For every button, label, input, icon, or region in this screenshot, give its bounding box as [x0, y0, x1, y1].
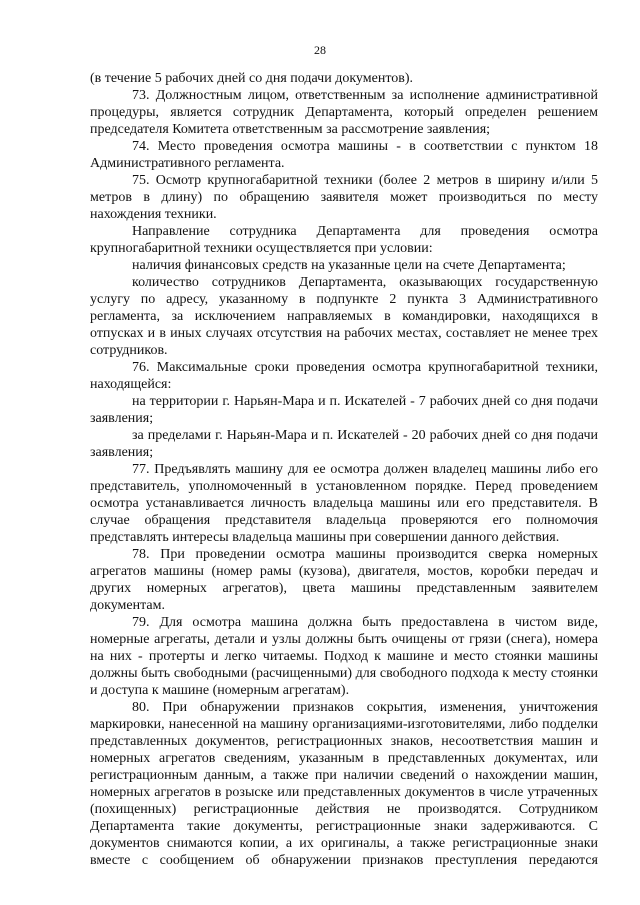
paragraph: 75. Осмотр крупногабаритной техники (более 2 метров в ширину и/или 5 метров в длину) по обращению заявителя может производиться по месту нахождения техники.: [90, 173, 598, 222]
paragraph: 78. При проведении осмотра машины производится сверка номерных агрегатов машины (номер рамы (кузова), двигателя, мостов, коробки передач и других номерных агрегатов), цвета машины представленным заявителем документам.: [90, 547, 598, 613]
paragraph: (в течение 5 рабочих дней со дня подачи документов).: [90, 71, 414, 86]
document-body: [90, 70, 598, 869]
paragraph: Направление сотрудника Департамента для проведения осмотра крупногабаритной техники осуществляется при условии:: [90, 224, 598, 256]
paragraph: количество сотрудников Департамента, оказывающих государственную услугу по адресу, указанному в подпункте 2 пункта 3 Административного регламента, за исключением направляемых в командировки, находящихся в отпусках и в иных случаях отсутствия на рабочих местах, составляет не менее трех сотрудников.: [90, 275, 598, 358]
paragraph: 77. Предъявлять машину для ее осмотра должен владелец машины либо его представитель, уполномоченный в установленном порядке. Перед проведением осмотра устанавливается личность владельца машины или его представителя. В случае обращения представителя владельца проверяются его полномочия представлять интересы владельца машины при совершении данного действия.: [90, 462, 598, 545]
paragraph: наличия финансовых средств на указанные цели на счете Департамента;: [132, 258, 566, 273]
paragraph: за пределами г. Нарьян-Мара и п. Искателей - 20 рабочих дней со дня подачи заявления;: [90, 428, 598, 460]
paragraph: 79. Для осмотра машина должна быть предоставлена в чистом виде, номерные агрегаты, детали и узлы должны быть очищены от грязи (снега), номера на них - протерты и легко читаемы. Подход к машине и место стоянки машины должны быть свободными (расчищенными) для свободного подхода к месту стоянки и доступа к машине (номерным агрегатам).: [90, 615, 598, 698]
page-number: 28: [314, 43, 326, 57]
paragraph: 76. Максимальные сроки проведения осмотра крупногабаритной техники, находящейся:: [90, 360, 598, 392]
paragraph: 74. Место проведения осмотра машины - в соответствии с пунктом 18 Административного регламента.: [90, 139, 598, 171]
paragraph: 73. Должностным лицом, ответственным за исполнение административной процедуры, является сотрудник Департамента, который определен решением председателя Комитета ответственным за рассмотрение заявления;: [90, 88, 598, 137]
paragraph: 80. При обнаружении признаков сокрытия, изменения, уничтожения маркировки, нанесенной на машину организациями-изготовителями, либо подделки представленных документов, регистрационных знаков, несоответствия машин и номерных агрегатов сведениям, указанным в представленных документах, или регистрационным данным, а также при наличии сведений о нахождении машин, номерных агрегатов в розыске или представленных документов в числе утраченных (похищенных) регистрационные действия не производятся. Сотрудником Департамента такие документы, регистрационные знаки задерживаются. С документов снимаются копии, а их оригиналы, а также регистрационные знаки вместе с сообщением об обнаружении признаков преступления передаются: [90, 700, 598, 868]
paragraph: на территории г. Нарьян-Мара и п. Искателей - 7 рабочих дней со дня подачи заявления;: [90, 394, 598, 426]
